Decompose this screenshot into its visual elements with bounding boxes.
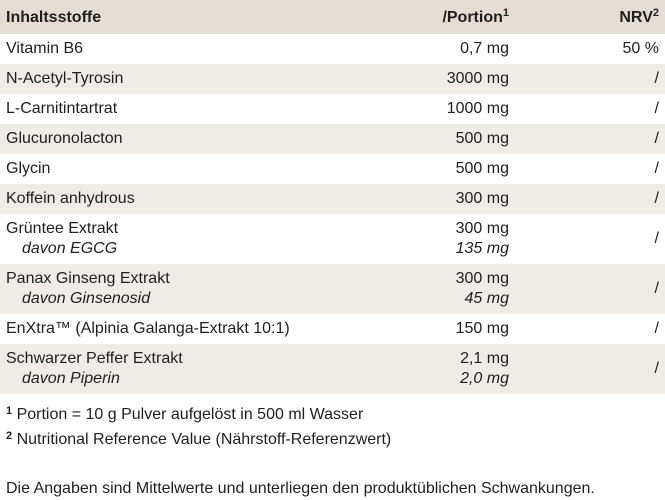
ingredient-name: Koffein anhydrous [6,190,135,207]
ingredient-portion: 1000 mg [446,100,509,117]
ingredient-portion: 3000 mg [446,70,509,87]
table-row [0,264,665,314]
ingredient-subname: davon Piperin [22,370,120,387]
table-row [0,184,665,214]
table-row [0,214,665,264]
table-row [0,94,665,124]
ingredient-name: Schwarzer Peffer Extrakt davon Piperin [6,350,183,387]
ingredient-nrv: / [654,160,659,177]
ingredient-nrv: / [654,360,659,377]
footnote: $^2$ Nutritional Reference Value (Nährstoff-Referenzwert) [6,430,392,448]
ingredient-portion: 300 mg 45 mg [455,270,509,307]
ingredient-nrv: / [654,190,659,207]
ingredient-nrv: / [654,100,659,117]
disclaimer: Die Angaben sind Mittelwerte und unterliegen den produktüblichen Schwankungen. [6,480,595,497]
ingredient-name: Vitamin B6 [6,40,84,57]
ingredient-nrv: 50 % [622,40,659,57]
ingredient-nrv: / [654,280,659,297]
table-row [0,124,665,154]
header-nrv: NRV$^2$ [619,7,659,26]
ingredient-portion: 300 mg [455,190,509,207]
ingredient-portion: 150 mg [455,320,509,337]
header-ingredients: Inhaltsstoffe [6,9,102,26]
footnote: $^1$ Portion = 10 g Pulver aufgelöst in 500 ml Wasser [6,405,364,423]
footnotes [6,402,391,452]
ingredient-nrv: / [654,70,659,87]
ingredient-subportion: 45 mg [464,290,509,307]
ingredient-nrv: / [654,230,659,247]
ingredient-portion: 500 mg [455,160,509,177]
ingredient-portion: 0,7 mg [460,40,509,57]
header-portion: /Portion$^1$ [442,7,509,26]
ingredient-subportion: 135 mg [455,240,509,257]
table-header [0,0,665,34]
ingredient-name: N-Acetyl-Tyrosin [6,70,124,87]
ingredient-name: L-Carnitintartrat [6,100,118,117]
table-row [0,64,665,94]
table-row [0,34,665,64]
ingredient-subportion: 2,0 mg [460,370,509,387]
ingredient-name: Glucuronolacton [6,130,123,147]
table-row [0,344,665,394]
ingredient-portion: 500 mg [455,130,509,147]
table-row [0,154,665,184]
ingredient-nrv: / [654,320,659,337]
ingredient-name: Glycin [6,160,51,177]
ingredient-subname: davon EGCG [22,240,118,257]
table-row [0,314,665,344]
ingredient-portion: 300 mg 135 mg [455,220,509,257]
ingredient-name: EnXtra™ (Alpinia Galanga-Extrakt 10:1) [6,320,290,337]
ingredient-nrv: / [654,130,659,147]
ingredient-portion: 2,1 mg 2,0 mg [460,350,509,387]
ingredient-subname: davon Ginsenosid [22,290,151,307]
ingredient-name: Panax Ginseng Extrakt davon Ginsenosid [6,270,170,307]
ingredient-name: Grüntee Extrakt davon EGCG [6,220,119,257]
